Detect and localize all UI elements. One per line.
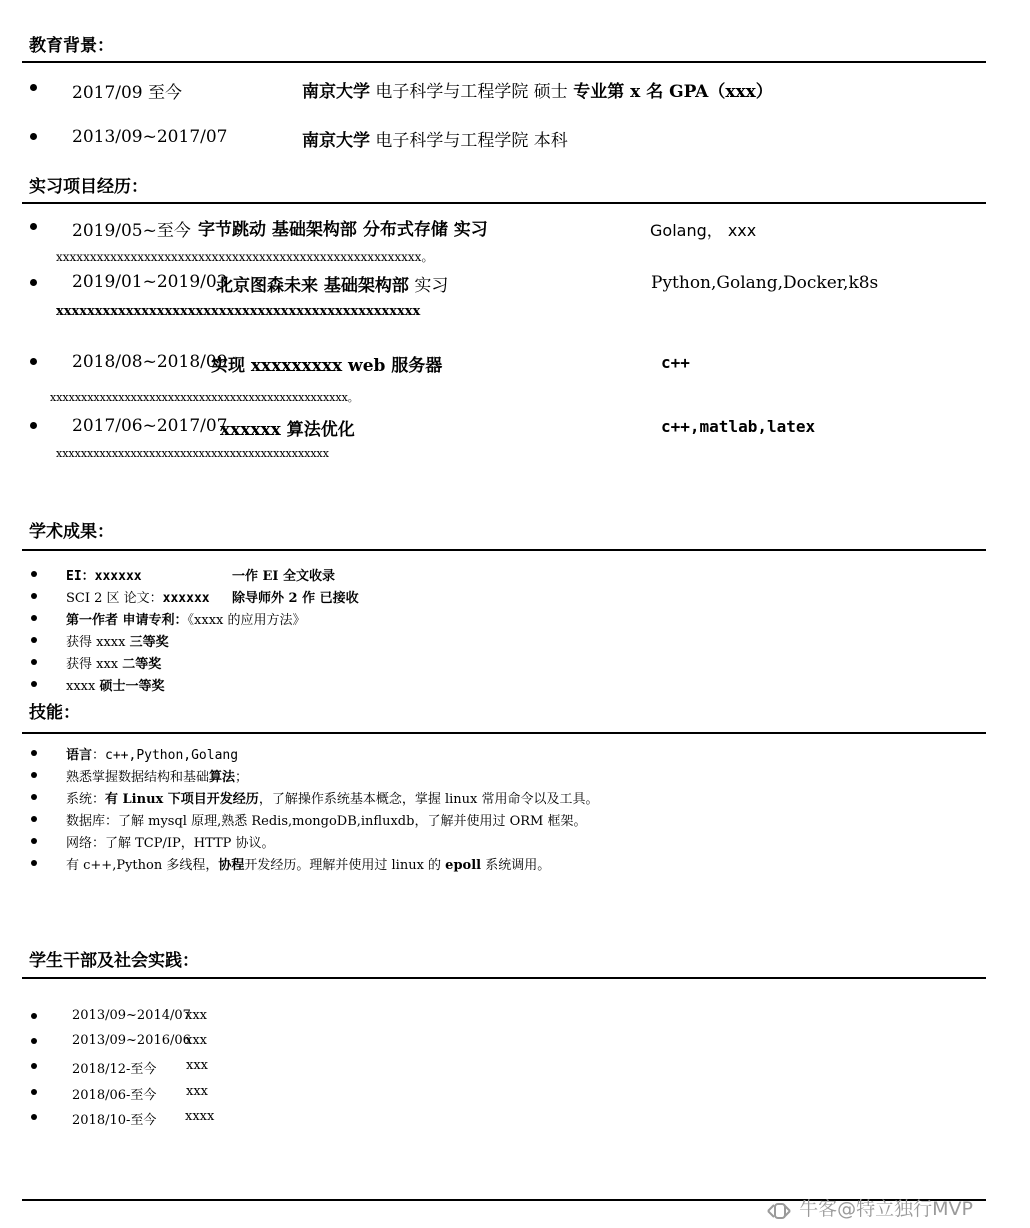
academic-item — [66, 675, 164, 694]
bullet-icon — [31, 772, 37, 778]
experience-title: 北京图森未来 基础架构部 — [216, 276, 409, 296]
bullet-icon — [31, 1038, 37, 1044]
skill-item — [66, 854, 550, 873]
bullet-icon — [31, 593, 37, 599]
bullet-icon — [30, 84, 37, 91]
bullet-icon — [30, 223, 37, 230]
bullet-icon — [30, 133, 37, 140]
experience-desc: xxxxxxxxxxxxxxxxxxxxxxxxxxxxxxxxxxxxxxxxxxxx — [56, 447, 329, 460]
bullet-icon — [30, 422, 37, 429]
social-text: xxx — [185, 1008, 207, 1023]
bullet-icon — [31, 750, 37, 756]
academic-item — [66, 609, 306, 628]
experience-desc: xxxxxxxxxxxxxxxxxxxxxxxxxxxxxxxxxxxxxxxxxxxxxxxx。 — [50, 391, 359, 404]
skill-item-text: 系统： — [66, 792, 106, 807]
education-entry — [302, 126, 568, 151]
education-dept: 电子科学与工程学院 硕士 — [375, 82, 568, 102]
academic-item: EI：xxxxxx — [66, 569, 142, 584]
bullet-icon — [31, 816, 37, 822]
watermark — [764, 1194, 973, 1223]
academic-item-note: 二等奖 — [122, 657, 162, 672]
skill-item: 网络：了解 TCP/IP，HTTP 协议。 — [66, 836, 275, 851]
social-text: xxx — [186, 1058, 208, 1073]
academic-item — [66, 587, 210, 606]
social-text: xxxx — [185, 1109, 215, 1124]
skill-item-text: 开发经历。理解并使用过 linux 的 — [244, 858, 446, 873]
skill-item-bold: 协程 — [218, 858, 245, 873]
bullet-icon — [30, 279, 37, 286]
experience-date: 2018/08~2018/09 — [72, 352, 228, 372]
academic-item-label: 获得 xxx — [66, 657, 119, 672]
experience-tech: c++,matlab,latex — [661, 417, 816, 436]
skill-item-bold: 语言 — [66, 748, 93, 763]
academic-heading: 学术成果： — [29, 522, 114, 542]
experience-tech: c++ — [661, 353, 690, 372]
academic-item-label: 获得 xxxx — [66, 635, 126, 650]
experience-title: 字节跳动 基础架构部 分布式存储 实习 — [198, 220, 488, 240]
academic-divider — [22, 549, 986, 551]
education-school: 南京大学 — [302, 82, 370, 102]
education-entry — [302, 77, 773, 102]
academic-item — [66, 653, 161, 672]
bullet-icon — [31, 1063, 37, 1069]
experience-title: 实现 xxxxxxxxx web 服务器 — [211, 356, 443, 376]
skill-item — [66, 766, 248, 785]
skill-item-bold: 算法 — [209, 770, 236, 785]
academic-item-note: 三等奖 — [129, 635, 169, 650]
academic-item-note: 硕士一等奖 — [99, 679, 165, 694]
social-date: 2018/12-至今 — [72, 1062, 157, 1077]
experience-date: 2019/05~至今 — [72, 221, 191, 241]
experience-date: 2019/01~2019/03 — [72, 272, 228, 292]
skills-divider — [22, 732, 986, 734]
academic-item-label: xxxx — [66, 679, 96, 694]
social-date: 2018/06-至今 — [72, 1088, 157, 1103]
experience-entry — [216, 271, 448, 296]
experience-divider — [22, 202, 986, 204]
skill-item-text: ，了解操作系统基本概念，掌握 linux 常用命令以及工具。 — [258, 792, 599, 807]
bullet-icon — [31, 681, 37, 687]
skill-item-text: 有 c++,Python 多线程， — [66, 858, 219, 873]
skill-item-text: 系统调用。 — [481, 858, 551, 873]
experience-desc: xxxxxxxxxxxxxxxxxxxxxxxxxxxxxxxxxxxxxxxxxxxxxxxxxxxxxx。 — [56, 250, 434, 264]
academic-item-note: 除导师外 2 作 已接收 — [232, 591, 359, 606]
skill-item: 数据库：了解 mysql 原理,熟悉 Redis,mongoDB,influxdb，了解并使用过 ORM 框架。 — [66, 814, 587, 829]
skill-item-text: 熟悉掌握数据结构和基础 — [66, 770, 210, 785]
bullet-icon — [31, 659, 37, 665]
academic-item-note: 一作 EI 全文收录 — [232, 569, 336, 584]
bullet-icon — [31, 1013, 37, 1019]
education-heading: 教育背景： — [29, 36, 114, 56]
experience-tech: Python,Golang,Docker,k8s — [651, 273, 879, 293]
academic-item-label: 第一作者 申请专利： — [66, 613, 188, 628]
education-divider — [22, 61, 986, 63]
skill-item-bold: epoll — [445, 858, 482, 873]
bullet-icon — [31, 571, 37, 577]
social-date: 2018/10-至今 — [72, 1113, 157, 1128]
social-heading: 学生干部及社会实践： — [29, 951, 199, 971]
education-date: 2017/09 至今 — [72, 83, 183, 103]
skills-heading: 技能： — [29, 703, 80, 723]
academic-item-note: 《xxxx 的应用方法》 — [187, 613, 306, 628]
skill-item-text: ； — [235, 770, 249, 785]
academic-item — [66, 631, 169, 650]
education-rank: 专业第 x 名 GPA（xxx） — [573, 82, 773, 102]
social-date: 2013/09~2016/06 — [72, 1033, 191, 1048]
bullet-icon — [31, 860, 37, 866]
bullet-icon — [31, 1114, 37, 1120]
academic-item-value: xxxxxx — [162, 591, 210, 606]
social-text: xxx — [186, 1084, 208, 1099]
bullet-icon — [31, 794, 37, 800]
experience-title-suffix: 实习 — [414, 276, 449, 296]
bullet-icon — [31, 1089, 37, 1095]
nowcoder-logo-icon — [764, 1199, 794, 1223]
experience-tech: Golang， xxx — [650, 221, 757, 240]
experience-desc: xxxxxxxxxxxxxxxxxxxxxxxxxxxxxxxxxxxxxxxxxxxxxxx — [56, 304, 421, 319]
skill-item — [66, 744, 238, 763]
social-divider — [22, 977, 986, 979]
social-date: 2013/09~2014/07 — [72, 1008, 191, 1023]
experience-date: 2017/06~2017/07 — [72, 416, 228, 436]
education-school: 南京大学 — [302, 131, 370, 151]
experience-heading: 实习项目经历： — [29, 177, 148, 197]
skill-item — [66, 788, 598, 807]
education-date: 2013/09~2017/07 — [72, 127, 228, 147]
education-dept: 电子科学与工程学院 本科 — [375, 131, 568, 151]
watermark-text: 牛客@特立独行MVP — [799, 1198, 973, 1220]
bullet-icon — [31, 615, 37, 621]
experience-title: xxxxxx 算法优化 — [220, 420, 355, 440]
bullet-icon — [31, 838, 37, 844]
bullet-icon — [30, 358, 37, 365]
social-text: xxx — [185, 1033, 207, 1048]
academic-item-label: SCI 2 区 论文： — [66, 591, 163, 606]
skill-item-bold: 有 Linux 下项目开发经历 — [105, 792, 259, 807]
bullet-icon — [31, 637, 37, 643]
skill-item-text: ：c++,Python,Golang — [92, 748, 239, 763]
